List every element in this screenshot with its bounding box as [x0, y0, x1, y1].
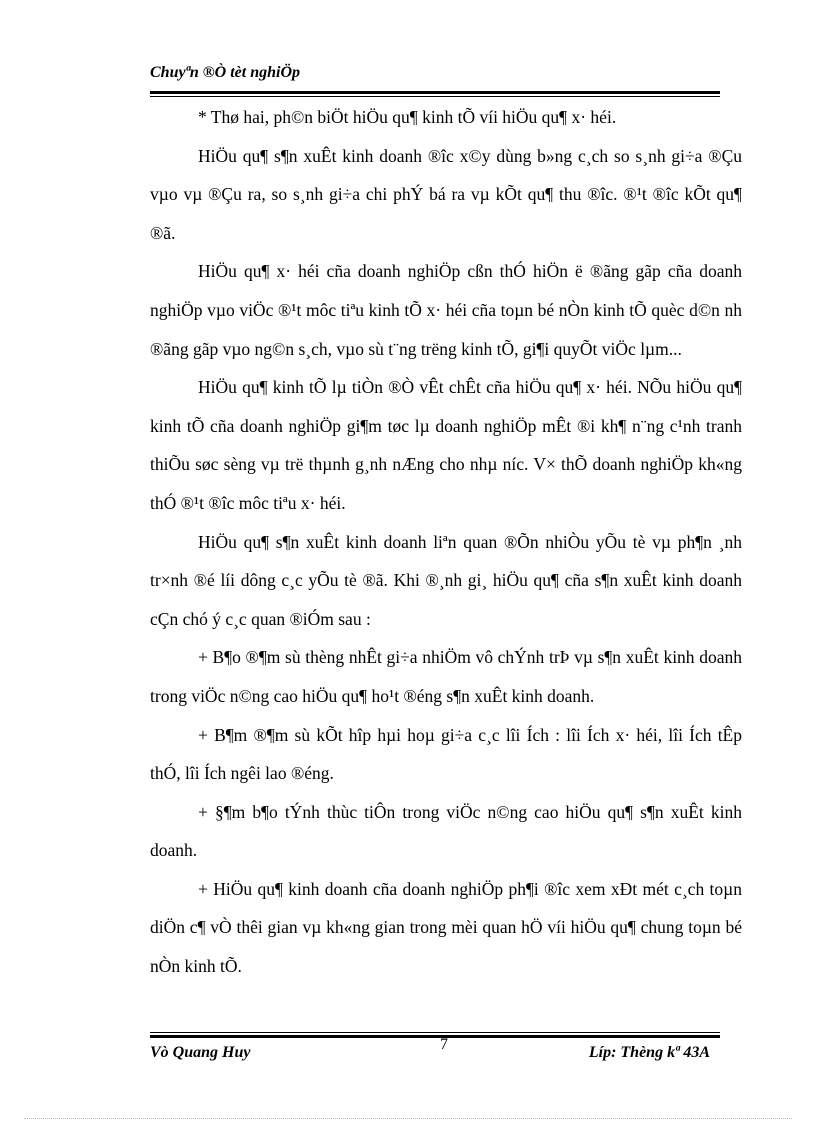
paragraph: + HiÖu qu¶ kinh doanh cña doanh nghiÖp ph¶i ®îc xem xÐt mét c¸ch toµn diÖn c¶ vÒ thêi gian vµ kh«ng gian trong mèi quan hÖ víi hiÖu qu¶ chung toµn bé nÒn kinh tÕ. [150, 878, 742, 977]
paragraph: HiÖu qu¶ kinh tÕ lµ tiÒn ®Ò vÊt chÊt cña hiÖu qu¶ x· héi. NÕu hiÖu qu¶ kinh tÕ cña doanh nghiÖp gi¶m tøc lµ doanh nghiÖp mÊt ®i kh¶ n¨ng c¹nh tranh thiÕu søc sèng vµ trë thµnh g¸nh nÆng cho nhµ níc. V× thÕ doanh nghiÖp kh«ng thÓ ®¹t ®îc môc tiªu x· héi. [150, 377, 742, 513]
header-rule-thin [150, 96, 720, 97]
header-title: Chuyªn ®Ò tèt nghiÖp [150, 64, 301, 81]
header-rule [150, 91, 720, 94]
paragraph: HiÖu qu¶ s¶n xuÊt kinh doanh liªn quan ®Õn nhiÒu yÕu tè vµ ph¶n ¸nh tr×nh ®é líi dông c¸c yÕu tè ®ã. Khi ®¸nh gi¸ hiÖu qu¶ cña s¶n xuÊt kinh doanh cÇn chó ý c¸c quan ®iÓm sau : [150, 531, 742, 629]
paragraph: + B¶o ®¶m sù thèng nhÊt gi÷a nhiÖm vô chÝnh trÞ vµ s¶n xuÊt kinh doanh trong viÖc n©ng cao hiÖu qu¶ ho¹t ®éng s¶n xuÊt kinh doanh. [150, 647, 742, 706]
paragraph: HiÖu qu¶ s¶n xuÊt kinh doanh ®îc x©y dùng b»ng c¸ch so s¸nh gi÷a ®Çu vµo vµ ®Çu ra, so s¸nh gi÷a chi phÝ bá ra vµ kÕt qu¶ thu ®îc. ®¹t ®îc kÕt qu¶ ®ã. [150, 145, 742, 243]
footer-rule [150, 1035, 720, 1038]
paragraph: * Thø hai, ph©n biÖt hiÖu qu¶ kinh tÕ víi hiÖu qu¶ x· héi. [198, 107, 617, 127]
page-number: 7 [440, 1036, 448, 1053]
paragraph: HiÖu qu¶ x· héi cña doanh nghiÖp cßn thÓ hiÖn ë ®ãng gãp cña doanh nghiÖp vµo viÖc ®¹t môc tiªu kinh tÕ x· héi cña toµn bé nÒn kinh tÕ quèc d©n nh ®ãng gãp vµo ng©n s¸ch, vµo sù t¨ng trëng kinh tÕ, gi¶i quyÕt viÖc lµm... [150, 261, 742, 359]
footer-author: Vò Quang Huy [150, 1044, 251, 1061]
footer-class-label: Líp: Thèng kª 43A [588, 1044, 710, 1061]
page-edge-divider [24, 1118, 792, 1119]
footer-rule-thin [150, 1032, 720, 1033]
paragraph: + B¶m ®¶m sù kÕt hîp hµi hoµ gi÷a c¸c lîi Ích : lîi Ích x· héi, lîi Ích tÊp thÓ, lîi Ích ngêi lao ®éng. [150, 724, 742, 784]
document-body [150, 98, 742, 986]
paragraph: + §¶m b¶o tÝnh thùc tiÔn trong viÖc n©ng cao hiÖu qu¶ s¶n xuÊt kinh doanh. [150, 801, 742, 861]
